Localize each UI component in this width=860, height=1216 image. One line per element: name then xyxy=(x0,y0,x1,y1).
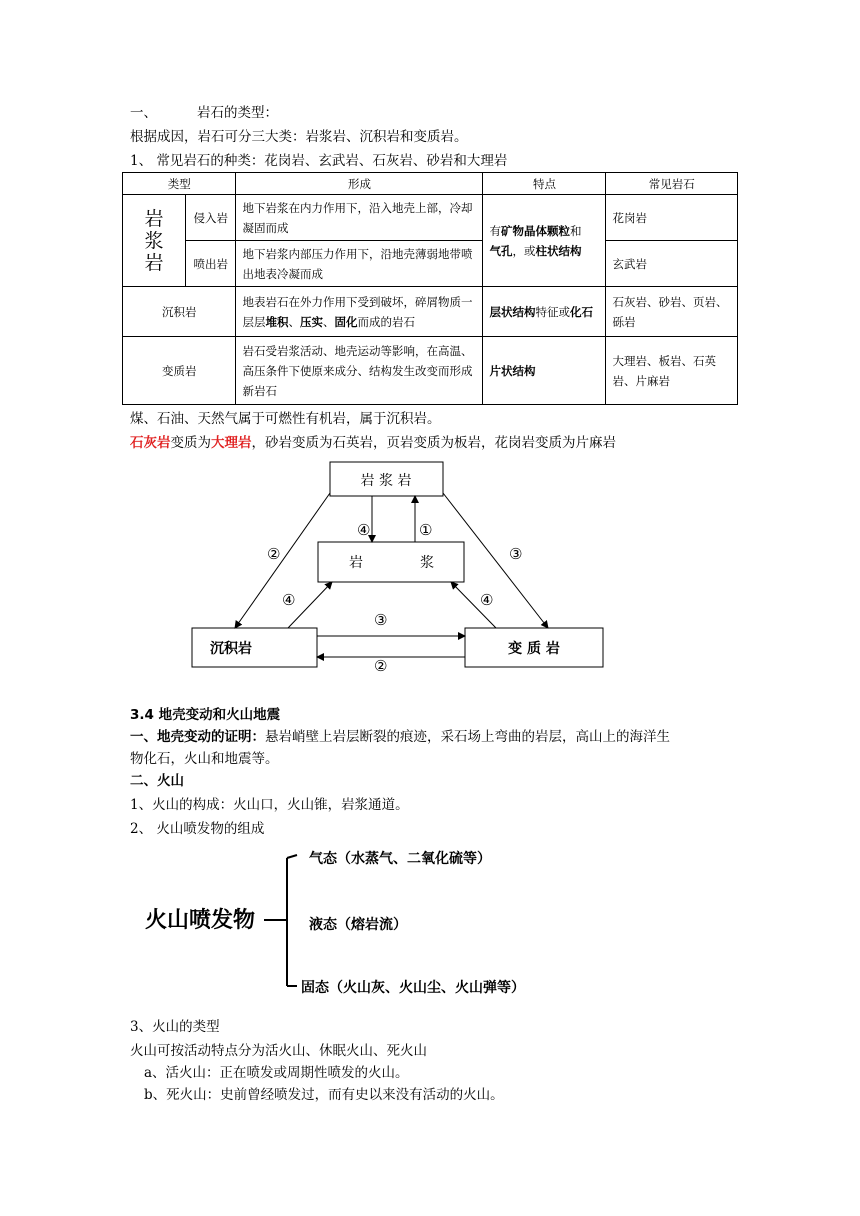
solid-products: 固态（火山灰、火山尘、火山弹等） xyxy=(301,980,525,996)
table-row xyxy=(123,287,738,337)
label-4-right: ④ xyxy=(480,591,494,609)
intrusive-type: 侵入岩 xyxy=(186,195,236,241)
feature-text: 特征或 xyxy=(535,304,570,319)
sedimentary-formation xyxy=(236,287,483,337)
rock-cycle-diagram xyxy=(0,455,860,675)
magma-box xyxy=(318,542,464,582)
volcano-structure: 1、火山的构成：火山口，火山锥，岩浆通道。 xyxy=(130,797,409,813)
formation-text: 而成的岩石 xyxy=(357,314,415,329)
volcano-types-intro: 火山可按活动特点分为活火山、休眠火山、死火山 xyxy=(130,1043,427,1059)
metamorphic-feature: 片状结构 xyxy=(483,337,606,405)
formation-bold: 压实 xyxy=(299,314,323,329)
proof-text-continued: 物化石，火山和地震等。 xyxy=(130,751,279,767)
label-1: ① xyxy=(419,521,433,539)
intrusive-formation: 地下岩浆在内力作用下，沿入地壳上部，冷却凝固而成 xyxy=(236,195,483,241)
metamorphic-rock-label: 变 质 岩 xyxy=(508,641,560,657)
header-feature: 特点 xyxy=(483,173,606,195)
volcano-heading: 二、火山 xyxy=(130,773,184,789)
feature-bold: 化石 xyxy=(569,304,593,319)
formation-bold: 固化 xyxy=(334,314,358,329)
marble-highlight: 大理岩 xyxy=(211,435,252,451)
igneous-rock-label: 岩 浆 岩 xyxy=(360,473,412,489)
feature-text: 有 xyxy=(489,223,501,238)
proof-label: 一、地壳变动的证明： xyxy=(130,729,265,745)
note-text: ，砂岩变质为石英岩，页岩变质为板岩，花岗岩变质为片麻岩 xyxy=(251,435,616,451)
table-row xyxy=(123,241,738,287)
rock-types-table xyxy=(122,172,738,405)
feature-bold: 层状结构 xyxy=(489,304,536,319)
magma-feature xyxy=(483,195,606,287)
note-text: 变质为 xyxy=(170,435,211,451)
volcanic-products-diagram xyxy=(0,840,860,1005)
common-rocks-text: 1、 常见岩石的种类：花岗岩、玄武岩、石灰岩、砂岩和大理岩 xyxy=(130,153,508,169)
feature-bold: 矿物晶体颗粒 xyxy=(500,223,570,238)
volcano-types-heading: 3、火山的类型 xyxy=(130,1019,220,1035)
extrusive-rocks: 玄武岩 xyxy=(606,241,738,287)
sedimentary-feature xyxy=(483,287,606,337)
header-formation: 形成 xyxy=(236,173,483,195)
metamorphic-rocks: 大理岩、板岩、石英岩、片麻岩 xyxy=(606,337,738,405)
feature-text: ，或 xyxy=(512,243,536,258)
bracket-top xyxy=(287,855,297,858)
feature-text: 和 xyxy=(569,223,582,238)
table-row xyxy=(123,337,738,405)
products-heading: 2、 火山喷发物的组成 xyxy=(130,821,265,837)
table-header-row xyxy=(123,173,738,195)
limestone-highlight: 石灰岩 xyxy=(130,435,171,451)
active-volcano: a、活火山：正在喷发或周期性喷发的火山。 xyxy=(144,1065,409,1081)
section-heading xyxy=(130,104,278,122)
label-2-left: ② xyxy=(267,545,281,563)
proof-text: 悬岩峭壁上岩层断裂的痕迹，采石场上弯曲的岩层，高山上的海洋生 xyxy=(265,729,670,745)
extrusive-type: 喷出岩 xyxy=(186,241,236,287)
heading-number: 一、 xyxy=(130,105,157,121)
crust-proof xyxy=(130,728,670,746)
sedimentary-type: 沉积岩 xyxy=(123,287,236,337)
magma-rock-text: 岩浆岩 xyxy=(144,207,164,274)
magma-rock-label xyxy=(123,195,186,287)
table-row xyxy=(123,195,738,241)
volcanic-products-label: 火山喷发物 xyxy=(145,908,256,933)
formation-bold: 堆积 xyxy=(265,314,289,329)
extrusive-formation: 地下岩浆内部压力作用下，沿地壳薄弱地带喷出地表冷凝而成 xyxy=(236,241,483,287)
formation-text: 地表岩石在外力作用下受到破坏，碎屑物质一层层 xyxy=(242,294,473,329)
sedimentary-rocks: 石灰岩、砂岩、页岩、砾岩 xyxy=(606,287,738,337)
metamorphic-formation: 岩石受岩浆活动、地壳运动等影响，在高温、高压条件下使原来成分、结构发生改变而形成新岩石 xyxy=(236,337,483,405)
metamorphism-note xyxy=(130,434,616,452)
gas-products: 气态（水蒸气、二氧化硫等） xyxy=(309,851,491,867)
sedimentary-rock-label: 沉积岩 xyxy=(210,641,252,657)
magma-label-b: 浆 xyxy=(420,555,434,571)
header-rocks: 常见岩石 xyxy=(606,173,738,195)
extinct-volcano: b、死火山：史前曾经喷发过，而有史以来没有活动的火山。 xyxy=(144,1087,504,1103)
metamorphic-type: 变质岩 xyxy=(123,337,236,405)
liquid-products: 液态（熔岩流） xyxy=(309,917,407,933)
section-title: 3.4 地壳变动和火山地震 xyxy=(130,707,281,723)
label-4-top: ④ xyxy=(357,521,371,539)
magma-label-a: 岩 xyxy=(349,555,363,571)
feature-bold: 气孔 xyxy=(489,243,513,258)
feature-bold: 柱状结构 xyxy=(535,243,582,258)
label-2-bottom: ② xyxy=(374,657,388,675)
heading-text: 岩石的类型： xyxy=(197,105,278,121)
label-4-left: ④ xyxy=(282,591,296,609)
label-3-bottom: ③ xyxy=(374,611,388,629)
intrusive-rocks: 花岗岩 xyxy=(606,195,738,241)
intro-text: 根据成因，岩石可分三大类：岩浆岩、沉积岩和变质岩。 xyxy=(130,129,468,145)
formation-text: 、 xyxy=(288,314,300,329)
coal-note: 煤、石油、天然气属于可燃性有机岩，属于沉积岩。 xyxy=(130,411,441,427)
header-type: 类型 xyxy=(123,173,236,195)
formation-text: 、 xyxy=(322,314,335,329)
label-3-right: ③ xyxy=(509,545,523,563)
